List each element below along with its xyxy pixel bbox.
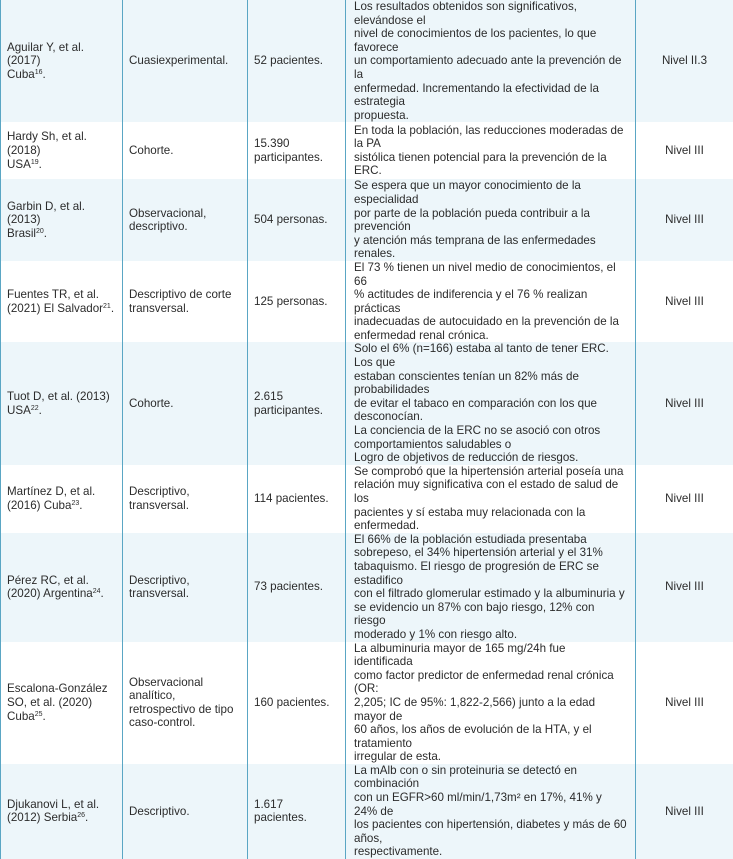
table-row: [1, 0, 733, 122]
evidence-level-cell: Nivel III: [636, 261, 733, 343]
author-cell: Djukanovi L, et al. (2012) Serbia$^{26}$.: [1, 764, 123, 859]
result-cell: La albuminuria mayor de 165 mg/24h fue identificada como factor predictor de enfermedad renal crónica (OR: 2,205; IC de 95%: 1,822-2,566) junto a la edad mayor de 60 años, los años de evolución de la HTA, y el tratamiento irregular de esta.: [346, 642, 636, 764]
design-cell: Observacional, descriptivo.: [123, 179, 248, 261]
result-cell: El 73 % tienen un nivel medio de conocimientos, el 66 % actitudes de indiferencia y el 76 % realizan prácticas inadecuadas de autocuidado en la prevención de la enfermedad renal crónica.: [346, 261, 636, 343]
design-cell: Descriptivo.: [123, 764, 248, 859]
result-cell: Los resultados obtenidos son significativos, elevándose el nivel de conocimientos de los pacientes, lo que favorece un comportamiento adecuado ante la prevención de la enfermedad. Incrementando la efectividad de la estrategia propuesta.: [346, 0, 636, 122]
evidence-level-cell: Nivel III: [636, 122, 733, 179]
sample-cell: 125 personas.: [248, 261, 346, 343]
design-cell: Descriptivo, transversal.: [123, 533, 248, 642]
table-row: [1, 122, 733, 179]
design-cell: Observacional analítico, retrospectivo de tipo caso-control.: [123, 642, 248, 764]
author-cell: Escalona-González SO, et al. (2020) Cuba$^{25}$.: [1, 642, 123, 764]
result-cell: El 66% de la población estudiada presentaba sobrepeso, el 34% hipertensión arterial y el 31% tabaquismo. El riesgo de progresión de ERC se estadifico con el filtrado glomerular estimado y la albuminuria y se evidencio un 87% con bajo riesgo, 12% con riesgo moderado y 1% con riesgo alto.: [346, 533, 636, 642]
sample-cell: 1.617 pacientes.: [248, 764, 346, 859]
design-cell: Descriptivo, transversal.: [123, 465, 248, 533]
sample-cell: 15.390 participantes.: [248, 122, 346, 179]
result-cell: Solo el 6% (n=166) estaba al tanto de tener ERC. Los que estaban conscientes tenían un 82% más de probabilidades de evitar el tabaco en comparación con los que desconocían. La conciencia de la ERC no se asoció con otros comportamientos saludables o Logro de objetivos de reducción de riesgos.: [346, 342, 636, 464]
sample-cell: 160 pacientes.: [248, 642, 346, 764]
sample-cell: 2.615 participantes.: [248, 342, 346, 464]
reference-superscript: 23: [71, 500, 79, 507]
evidence-level-cell: Nivel III: [636, 465, 733, 533]
result-cell: Se comprobó que la hipertensión arterial poseía una relación muy significativa con el estado de salud de los pacientes y sí estaba muy relacionada con la enfermedad.: [346, 465, 636, 533]
reference-superscript: 16: [35, 69, 43, 76]
author-cell: Aguilar Y, et al. (2017) Cuba$^{16}$.: [1, 0, 123, 122]
evidence-level-cell: Nivel III: [636, 642, 733, 764]
reference-superscript: 24: [93, 588, 101, 595]
reference-superscript: 25: [35, 711, 43, 718]
table-row: [1, 533, 733, 642]
sample-cell: 73 pacientes.: [248, 533, 346, 642]
reference-superscript: 26: [77, 812, 85, 819]
sample-cell: 114 pacientes.: [248, 465, 346, 533]
author-cell: Martínez D, et al. (2016) Cuba$^{23}$.: [1, 465, 123, 533]
table-row: [1, 261, 733, 343]
result-cell: Se espera que un mayor conocimiento de la especialidad por parte de la población pueda contribuir a la prevención y atención más temprana de las enfermedades renales.: [346, 179, 636, 261]
sample-cell: 52 pacientes.: [248, 0, 346, 122]
design-cell: Descriptivo de corte transversal.: [123, 261, 248, 343]
evidence-level-cell: Nivel III: [636, 342, 733, 464]
author-cell: Garbin D, et al. (2013) Brasil$^{20}$.: [1, 179, 123, 261]
reference-superscript: 19: [31, 159, 39, 166]
result-cell: La mAlb con o sin proteinuria se detectó en combinación con un EGFR>60 ml/min/1,73m² en 17%, 41% y 24% de los pacientes con hipertensión, diabetes y más de 60 años, respectivamente.: [346, 764, 636, 859]
table-row: [1, 764, 733, 859]
author-cell: Hardy Sh, et al. (2018) USA$^{19}$.: [1, 122, 123, 179]
evidence-level-cell: Nivel III: [636, 533, 733, 642]
design-cell: Cohorte.: [123, 342, 248, 464]
evidence-level-cell: Nivel III: [636, 179, 733, 261]
table-row: [1, 642, 733, 764]
design-cell: Cohorte.: [123, 122, 248, 179]
result-cell: En toda la población, las reducciones moderadas de la PA sistólica tienen potencial para la prevención de la ERC.: [346, 122, 636, 179]
table-row: [1, 179, 733, 261]
evidence-level-cell: Nivel III: [636, 764, 733, 859]
design-cell: Cuasiexperimental.: [123, 0, 248, 122]
author-cell: Tuot D, et al. (2013) USA$^{22}$.: [1, 342, 123, 464]
reference-superscript: 20: [36, 228, 44, 235]
table-row: [1, 465, 733, 533]
author-cell: Pérez RC, et al. (2020) Argentina$^{24}$.: [1, 533, 123, 642]
reference-superscript: 21: [103, 303, 111, 310]
evidence-level-cell: Nivel II.3: [636, 0, 733, 122]
table-row: [1, 342, 733, 464]
sample-cell: 504 personas.: [248, 179, 346, 261]
reference-superscript: 22: [31, 405, 39, 412]
author-cell: Fuentes TR, et al. (2021) El Salvador$^{21}$.: [1, 261, 123, 343]
